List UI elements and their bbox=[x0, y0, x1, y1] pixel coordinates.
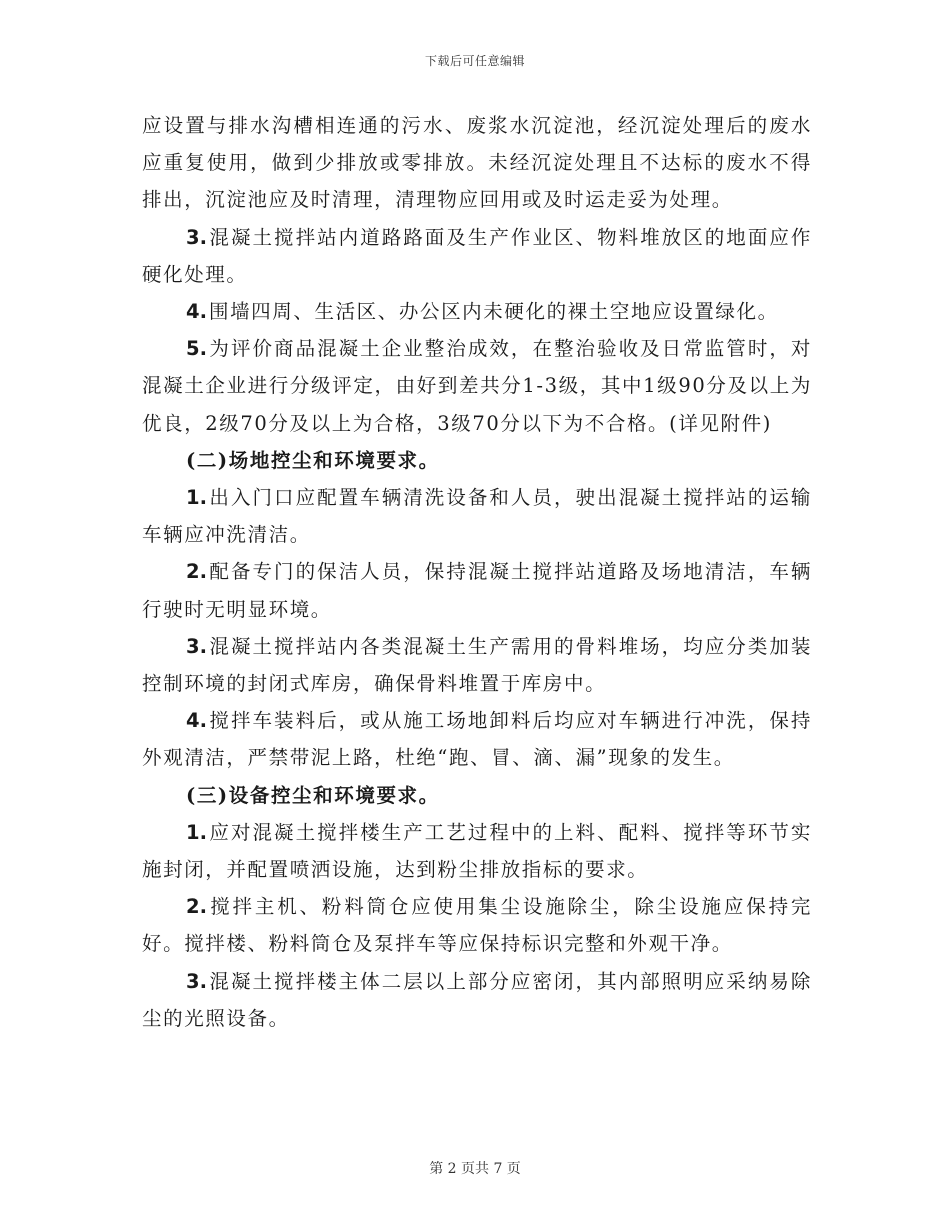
item-text: 应对混凝土搅拌楼生产工艺过程中的上料、配料、搅拌等环节实施封闭，并配置喷洒设施，达到粉尘排放指标的要求。 bbox=[142, 820, 812, 882]
page-header: 下载后可任意编辑 bbox=[424, 54, 525, 68]
item-text: 混凝土搅拌站内道路路面及生产作业区、物料堆放区的地面应作硬化处理。 bbox=[142, 225, 812, 286]
item-number: 3. bbox=[186, 225, 207, 249]
list-item bbox=[142, 963, 812, 1037]
item-number: 2. bbox=[186, 560, 207, 584]
item-text: 混凝土搅拌楼主体二层以上部分应密闭，其内部照明应采纳易除尘的光照设备。 bbox=[142, 969, 812, 1030]
list-item bbox=[142, 293, 812, 330]
list-item bbox=[142, 553, 812, 627]
item-number: 4. bbox=[186, 300, 207, 324]
list-item bbox=[142, 888, 812, 962]
page-footer: 第 2 页共 7 页 bbox=[429, 1161, 521, 1177]
item-number: 5. bbox=[186, 337, 207, 361]
item-text: 出入门口应配置车辆清洗设备和人员，驶出混凝土搅拌站的运输车辆应冲洗清洁。 bbox=[142, 486, 812, 547]
list-item bbox=[142, 628, 812, 702]
item-text: 配备专门的保洁人员，保持混凝土搅拌站道路及场地清洁，车辆行驶时无明显环境。 bbox=[142, 560, 812, 621]
item-number: 2. bbox=[186, 895, 207, 919]
paragraph-continuation bbox=[142, 107, 812, 219]
list-item bbox=[142, 702, 812, 776]
item-number: 1. bbox=[186, 486, 207, 510]
section-heading: (三)设备控尘和环境要求。 bbox=[186, 783, 440, 807]
item-number: 3. bbox=[186, 969, 207, 993]
list-item bbox=[142, 330, 812, 442]
item-text: 围墙四周、生活区、办公区内未硬化的裸土空地应设置绿化。 bbox=[208, 300, 779, 324]
list-item bbox=[142, 814, 812, 888]
item-text: 混凝土搅拌站内各类混凝土生产需用的骨料堆场，均应分类加装控制环境的封闭式库房，确保骨料堆置于库房中。 bbox=[142, 634, 812, 696]
item-text: 搅拌车装料后，或从施工场地卸料后均应对车辆进行冲洗，保持外观清洁，严禁带泥上路，杜绝“跑、冒、滴、漏”现象的发生。 bbox=[142, 709, 812, 770]
item-text: 搅拌主机、粉料筒仓应使用集尘设施除尘，除尘设施应保持完好。搅拌楼、粉料筒仓及泵拌车等应保持标识完整和外观干净。 bbox=[142, 895, 812, 956]
list-item bbox=[142, 219, 812, 293]
list-item bbox=[142, 479, 812, 553]
item-number: 4. bbox=[186, 709, 207, 733]
section-heading: (二)场地控尘和环境要求。 bbox=[186, 448, 440, 472]
document-body bbox=[142, 107, 812, 1037]
item-text: 为评价商品混凝土企业整治成效，在整治验收及日常监管时，对混凝土企业进行分级评定，由好到差共分1-3级，其中1级90分及以上为优良，2级70分及以上为合格，3级70分以下为不合格。(详见附件) bbox=[142, 337, 812, 435]
paragraph-text: 应设置与排水沟槽相连通的污水、废浆水沉淀池，经沉淀处理后的废水应重复使用，做到少排放或零排放。未经沉淀处理且不达标的废水不得排出，沉淀池应及时清理，清理物应回用或及时运走妥为处理。 bbox=[142, 114, 812, 212]
item-number: 3. bbox=[186, 634, 207, 658]
item-number: 1. bbox=[186, 820, 207, 844]
